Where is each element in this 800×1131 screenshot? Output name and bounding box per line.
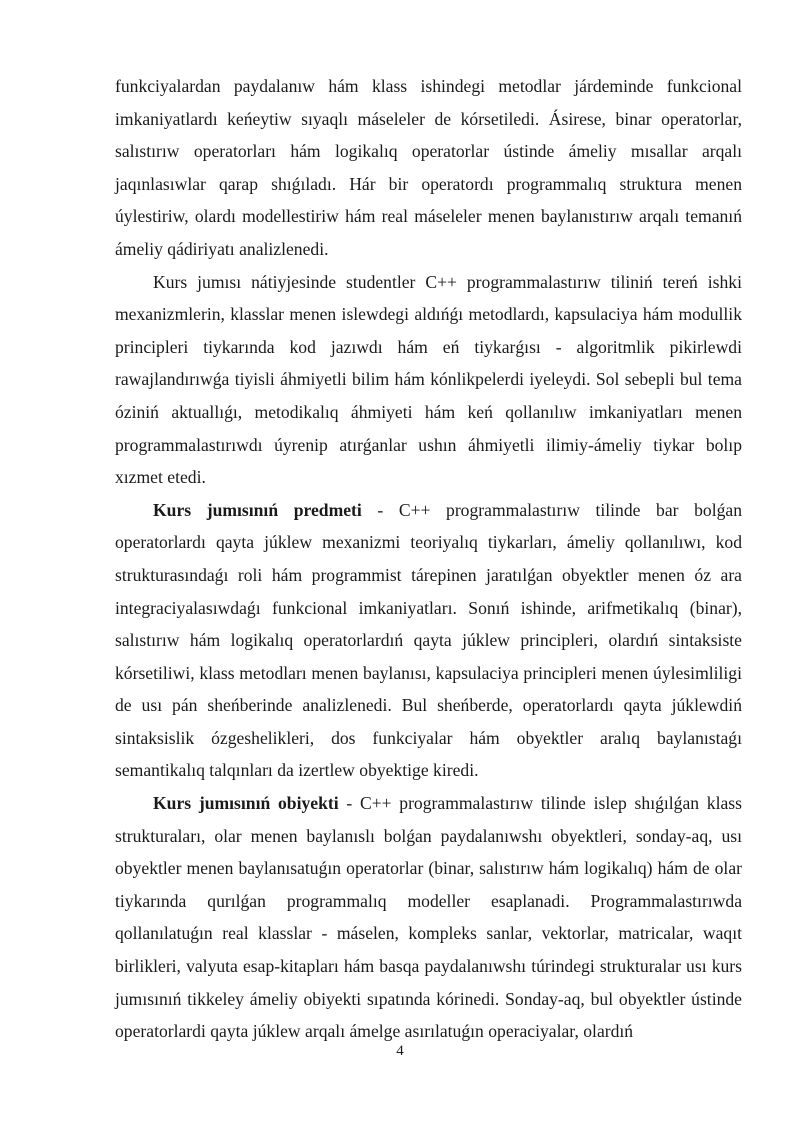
object-text: - C++ programmalastırıw tilinde islep shıǵılǵan klass strukturaları, olar menen baylanıslı bolǵan paydalanıwshı obyektleri, sonday-aq, usı obyektler menen baylanısatuǵın operatorlar (binar, salıstırıw hám logikalıq) hám de olar tiykarında qurılǵan programmalıq modeller esaplanadi. Programmalastırıwda qollanılatuǵın real klasslar - máselen, kompleks sanlar, vektorlar, matricalar, waqıt birlikleri, valyuta esap-kitapları hám basqa paydalanıwshı túrindegi strukturalar usı kurs jumısınıń tikkeley ámeliy obiyekti sıpatında kórinedi. Sonday-aq, bul obyektler ústinde operatorlardi qayta júklew arqalı ámelge asırılatuǵın operaciyalar, olardıń [115, 793, 742, 1042]
object-term: Kurs jumısınıń obiyekti [153, 793, 339, 814]
paragraph-1-text: funkciyalardan paydalanıw hám klass ishindegi metodlar járdeminde funkcional imkaniyatlardı keńeytiw sıyaqlı máseleler de kórsetiledi. Ásirese, binar operatorlar, salıstırıw operatorları hám logikalıq operatorlar ústinde ámeliy mısallar arqalı jaqınlasıwlar qarap shıǵıladı. Hár bir operatordı programmalıq struktura menen úylestiriw, olardı modellestiriw hám real máseleler menen baylanıstırıw arqalı temanıń ámeliy qádiriyatı analizlenedi. [115, 76, 742, 259]
body-text [115, 70, 742, 1048]
paragraph-2-text: Kurs jumısı nátiyjesinde studentler C++ programmalastırıw tiliniń tereń ishki mexanizmlerin, klasslar menen islewdegi aldıńǵı metodlardı, kapsulaciya hám modullik principleri tiykarında kod jazıwdı hám eń tiykarǵısı - algoritmlik pikirlewdi rawajlandırıwǵa tiyisli áhmiyetli bilim hám kónlikpelerdi iyeleydi. Sol sebepli bul tema óziniń aktuallıǵı, metodikalıq áhmiyeti hám keń qollanılıw imkaniyatları menen programmalastırıwdı úyrenip atırǵanlar ushın áhmiyetli ilimiy-ámeliy tiykar bolıp xızmet etedi. [115, 271, 742, 488]
paragraph-object [115, 787, 742, 1048]
paragraph-subject [115, 494, 742, 787]
page-number: 4 [396, 1043, 404, 1059]
subject-term: Kurs jumısınıń predmeti [153, 499, 362, 520]
subject-text: - C++ programmalastırıw tilinde bar bolǵan operatorlardı qayta júklew mexanizmi teoriyalıq tiykarları, ámeliy qollanılıwı, kod strukturasındaǵı roli hám programmist tárepinen jaratılǵan obyektler menen óz ara integraciyalasıwdaǵı funkcional imkaniyatları. Sonıń ishinde, arifmetikalıq (binar), salıstırıw hám logikalıq operatorlardıń qayta júklew principleri, olardıń sintaksiste kórsetiliwi, klass metodları menen baylanısı, kapsulaciya principleri menen úylesimliligi de usı pán sheńberinde analizlenedi. Bul sheńberde, operatorlardı qayta júklewdiń sintaksislik ózgeshelikleri, dos funkciyalar hám obyektler aralıq baylanıstaǵı semantikalıq talqınları da izertlew obyektige kiredi. [115, 499, 742, 781]
paragraph-1 [115, 70, 742, 266]
paragraph-2 [115, 266, 742, 494]
